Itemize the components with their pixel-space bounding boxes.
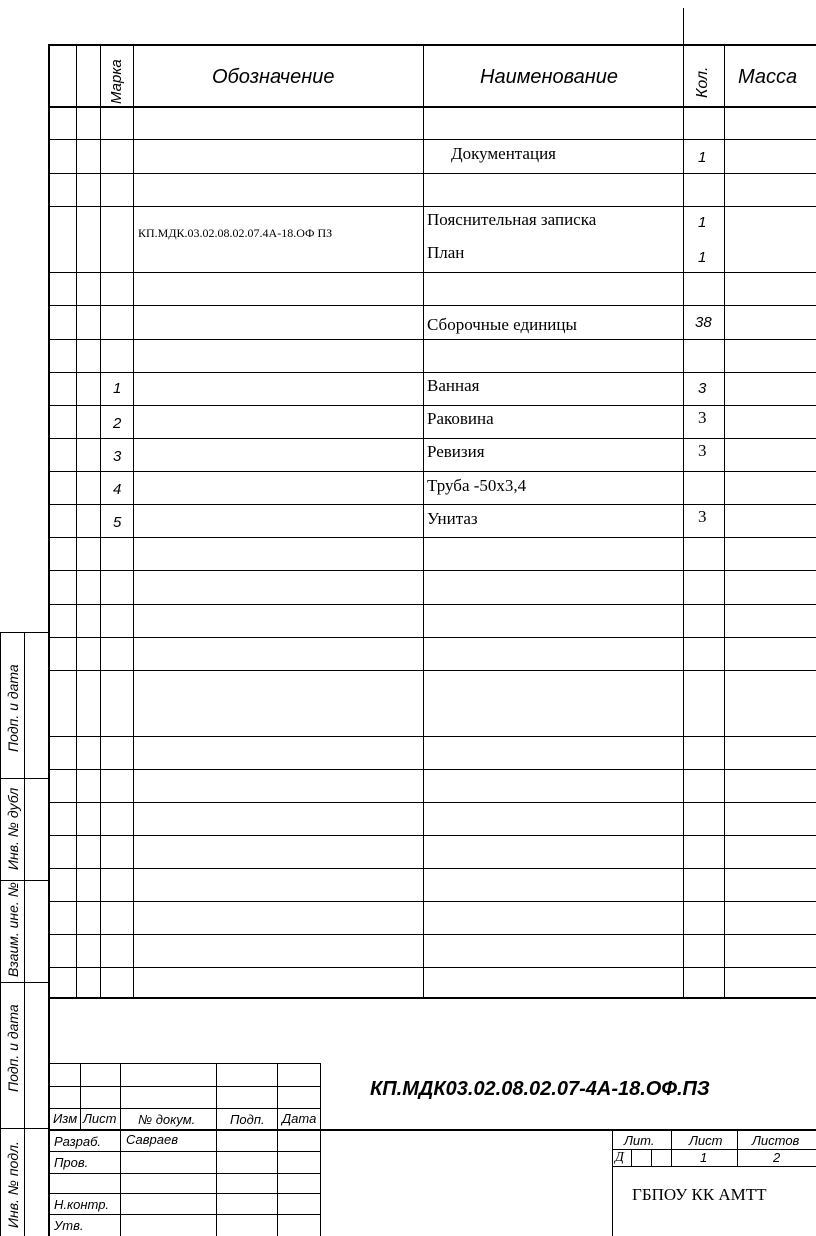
row-name: Документация xyxy=(451,144,556,163)
row-line xyxy=(48,471,816,472)
row-line xyxy=(48,206,816,207)
side-label-podp-data-2: Подп. и дата xyxy=(5,1004,21,1092)
doc-code: КП.МДК03.02.08.02.07-4А-18.ОФ.ПЗ xyxy=(370,1078,710,1100)
row-line xyxy=(48,438,816,439)
title-izm: Изм xyxy=(53,1111,78,1126)
table-top-border xyxy=(48,44,816,46)
side-label-inv-podl: Инв. № подл. xyxy=(5,1141,21,1228)
row-name: Ревизия xyxy=(427,442,485,461)
row-line xyxy=(48,835,816,836)
side-label-vzaim-inv: Взаим. ине. № xyxy=(5,882,21,977)
title-h-line xyxy=(48,1108,320,1109)
title-sheets-label: Листов xyxy=(752,1133,800,1148)
row-line xyxy=(48,802,816,803)
title-lit-value: Д xyxy=(615,1150,624,1165)
header-mass: Масса xyxy=(738,66,798,88)
side-stamp-sep xyxy=(0,1128,48,1129)
row-marka: 3 xyxy=(113,448,122,465)
row-line xyxy=(48,305,816,306)
title-v-line xyxy=(612,1130,613,1236)
title-v-line xyxy=(120,1063,121,1236)
row-line xyxy=(48,537,816,538)
row-line xyxy=(48,405,816,406)
row-line xyxy=(48,272,816,273)
side-label-podp-data-1: Подп. и дата xyxy=(5,664,21,752)
row-name: Пояснительная записка xyxy=(427,210,597,229)
row-qty: 3 xyxy=(698,408,707,427)
title-h-line xyxy=(48,1063,320,1064)
title-h-line-bold xyxy=(48,1129,816,1131)
title-v-line xyxy=(631,1150,632,1167)
title-v-line xyxy=(320,1063,321,1236)
row-qty: 3 xyxy=(698,441,707,460)
row-line xyxy=(48,637,816,638)
row-qty: 1 xyxy=(698,214,707,231)
title-lit-label: Лит. xyxy=(624,1133,655,1148)
col-line-2 xyxy=(100,44,101,998)
row-designation: КП.МДК.03.02.08.02.07.4А-18.ОФ ПЗ xyxy=(138,226,333,240)
row-name: Труба -50х3,4 xyxy=(427,476,527,495)
title-data: Дата xyxy=(282,1111,317,1126)
side-stamp-sep xyxy=(0,778,48,779)
side-stamp-sep xyxy=(0,880,48,881)
title-utv: Утв. xyxy=(54,1218,84,1233)
title-v-line xyxy=(216,1063,217,1236)
col-line-3 xyxy=(133,44,134,998)
row-line xyxy=(48,604,816,605)
title-list: Лист xyxy=(83,1111,117,1126)
row-qty: 3 xyxy=(698,507,707,526)
table-left-border xyxy=(48,44,50,1236)
title-prov: Пров. xyxy=(54,1155,89,1170)
title-razrab: Разраб. xyxy=(54,1134,102,1149)
title-n-dokum: № докум. xyxy=(138,1112,196,1127)
row-line xyxy=(48,769,816,770)
title-h-line xyxy=(612,1149,816,1150)
row-qty: 3 xyxy=(698,380,707,397)
row-marka: 4 xyxy=(113,481,122,498)
title-v-line xyxy=(80,1063,81,1131)
row-qty: 1 xyxy=(698,149,707,166)
row-line xyxy=(48,139,816,140)
header-name: Наименование xyxy=(480,66,619,88)
row-line xyxy=(48,967,816,968)
col-line-5 xyxy=(683,44,684,998)
title-h-line xyxy=(612,1166,816,1167)
title-h-line xyxy=(48,1193,320,1194)
row-line xyxy=(48,934,816,935)
side-stamp-sep xyxy=(0,982,48,983)
title-h-line xyxy=(48,1086,320,1087)
header-qty: Кол. xyxy=(694,66,711,98)
row-name: Унитаз xyxy=(427,509,478,528)
row-line xyxy=(48,868,816,869)
row-marka: 2 xyxy=(113,415,122,432)
title-h-line xyxy=(48,1173,320,1174)
side-stamp-top xyxy=(0,632,48,633)
row-line xyxy=(48,736,816,737)
title-n-kontr: Н.контр. xyxy=(54,1197,110,1212)
header-designation: Обозначение xyxy=(212,66,335,88)
title-h-line xyxy=(48,1214,320,1215)
col-line-4 xyxy=(423,44,424,998)
title-h-line xyxy=(48,1151,320,1152)
col-line-1 xyxy=(76,44,77,998)
title-razrab-name: Савраев xyxy=(126,1132,179,1147)
row-line xyxy=(48,339,816,340)
row-line xyxy=(48,570,816,571)
row-line xyxy=(48,372,816,373)
row-name: Ванная xyxy=(427,376,480,395)
side-stamp-mid-line xyxy=(24,632,25,1236)
row-marka: 1 xyxy=(113,380,122,397)
title-sheets-value: 2 xyxy=(773,1150,781,1165)
title-podp: Подп. xyxy=(230,1112,265,1127)
row-line xyxy=(48,670,816,671)
row-line xyxy=(48,504,816,505)
title-v-line xyxy=(277,1063,278,1236)
title-v-line xyxy=(651,1150,652,1167)
row-marka: 5 xyxy=(113,514,122,531)
col-line-6 xyxy=(724,44,725,998)
row-qty: 38 xyxy=(695,314,712,331)
row-name: План xyxy=(427,243,465,262)
header-bottom-border xyxy=(48,106,816,108)
organization: ГБПОУ КК АМТТ xyxy=(632,1185,767,1204)
row-line xyxy=(48,901,816,902)
row-qty: 1 xyxy=(698,249,707,266)
row-line xyxy=(48,173,816,174)
row-name: Сборочные единицы xyxy=(427,315,577,334)
top-stub-line xyxy=(683,8,684,44)
row-name: Раковина xyxy=(427,409,494,428)
title-sheet-label: Лист xyxy=(689,1133,723,1148)
title-sheet-value: 1 xyxy=(700,1150,708,1165)
table-bottom-border xyxy=(48,997,816,999)
side-stamp-left-border xyxy=(0,632,1,1236)
header-marka: Марка xyxy=(108,59,125,104)
side-label-inv-dubl: Инв. № дубл xyxy=(5,787,21,870)
